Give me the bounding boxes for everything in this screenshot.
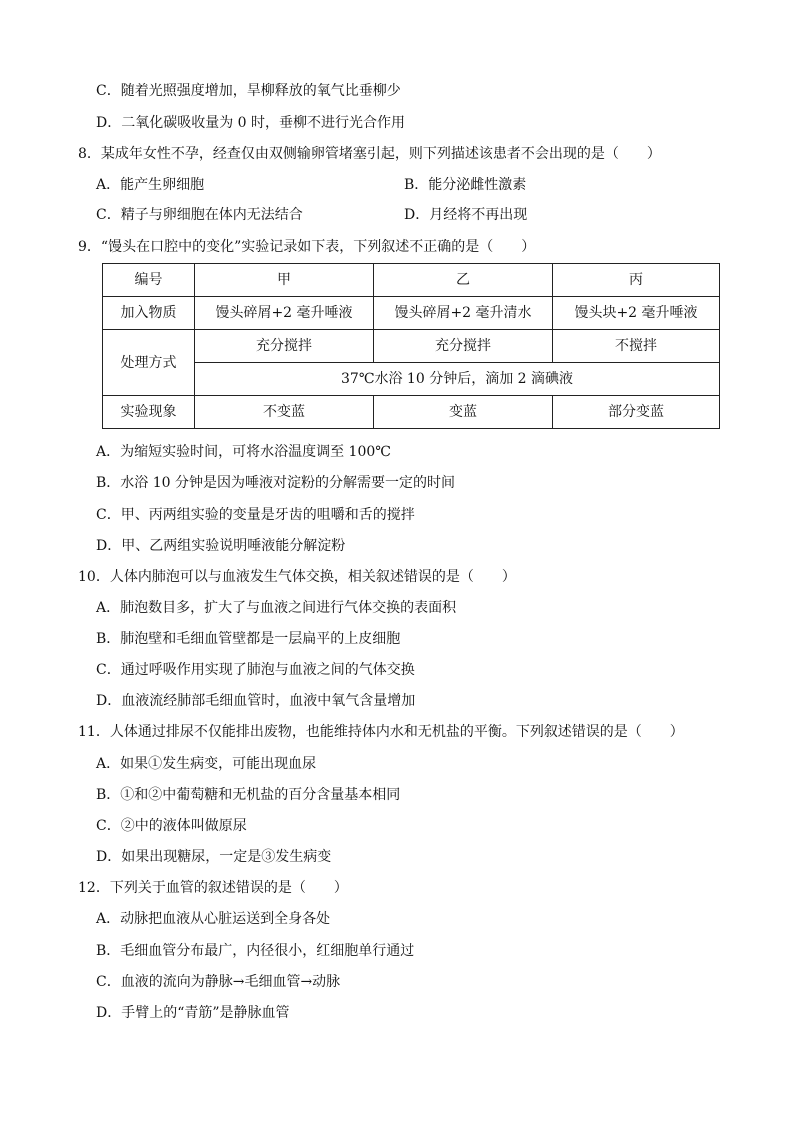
q8-option-b[interactable]: B．能分泌雌性激素 (404, 177, 527, 193)
table-row-process-common (103, 363, 720, 396)
q12-option-c[interactable]: C．血液的流向为静脉→毛细血管→动脉 (96, 974, 341, 990)
q8-option-d[interactable]: D．月经将不再出现 (404, 207, 528, 223)
q8-stem: 8．某成年女性不孕，经查仅由双侧输卵管堵塞引起，则下列描述该患者不会出现的是（ ） (78, 146, 661, 162)
table-header-cell: 甲 (195, 264, 374, 297)
table-row-added (103, 297, 720, 330)
q11-stem: 11．人体通过排尿不仅能排出废物，也能维持体内水和无机盐的平衡。下列叙述错误的是（ ） (78, 724, 684, 740)
table-cell: 馒头块+2 毫升唾液 (553, 297, 720, 330)
q12-option-d[interactable]: D．手臂上的“青筋”是静脉血管 (96, 1005, 290, 1021)
experiment-table (102, 263, 720, 429)
table-header-cell: 丙 (553, 264, 720, 297)
table-cell: 不变蓝 (195, 396, 374, 429)
q12-option-a[interactable]: A．动脉把血液从心脏运送到全身各处 (96, 911, 331, 927)
table-cell: 变蓝 (374, 396, 553, 429)
q9-option-a[interactable]: A．为缩短实验时间，可将水浴温度调至 100℃ (96, 444, 391, 460)
q11-option-d[interactable]: D．如果出现糖尿，一定是③发生病变 (96, 849, 332, 865)
q9-option-c[interactable]: C．甲、丙两组实验的变量是牙齿的咀嚼和舌的搅拌 (96, 507, 415, 523)
q9-option-b[interactable]: B．水浴 10 分钟是因为唾液对淀粉的分解需要一定的时间 (96, 475, 456, 491)
q11-option-c[interactable]: C．②中的液体叫做原尿 (96, 818, 247, 834)
q7-option-d[interactable]: D．二氧化碳吸收量为 0 时，垂柳不进行光合作用 (96, 115, 406, 131)
q10-option-b[interactable]: B．肺泡壁和毛细血管壁都是一层扁平的上皮细胞 (96, 631, 401, 647)
q9-option-d[interactable]: D．甲、乙两组实验说明唾液能分解淀粉 (96, 538, 346, 554)
table-cell: 充分搅拌 (195, 330, 374, 363)
table-header-cell: 乙 (374, 264, 553, 297)
q12-stem: 12．下列关于血管的叙述错误的是（ ） (78, 880, 348, 896)
table-cell: 充分搅拌 (374, 330, 553, 363)
table-row-result (103, 396, 720, 429)
q12-option-b[interactable]: B．毛细血管分布最广，内径很小，红细胞单行通过 (96, 943, 415, 959)
q10-stem: 10．人体内肺泡可以与血液发生气体交换，相关叙述错误的是（ ） (78, 569, 516, 585)
q8-option-c[interactable]: C．精子与卵细胞在体内无法结合 (96, 207, 303, 223)
q10-option-a[interactable]: A．肺泡数目多，扩大了与血液之间进行气体交换的表面积 (96, 600, 457, 616)
table-row-process (103, 330, 720, 363)
q10-option-c[interactable]: C．通过呼吸作用实现了肺泡与血液之间的气体交换 (96, 662, 415, 678)
table-cell-merged: 37℃水浴 10 分钟后，滴加 2 滴碘液 (195, 363, 720, 396)
q7-option-c[interactable]: C．随着光照强度增加，旱柳释放的氧气比垂柳少 (96, 83, 401, 99)
table-header-cell: 编号 (103, 264, 195, 297)
table-cell: 馒头碎屑+2 毫升唾液 (195, 297, 374, 330)
table-row-label: 加入物质 (103, 297, 195, 330)
q8-option-a[interactable]: A．能产生卵细胞 (96, 177, 205, 193)
q11-option-a[interactable]: A．如果①发生病变，可能出现血尿 (96, 756, 317, 772)
table-cell: 部分变蓝 (553, 396, 720, 429)
table-row-label: 处理方式 (103, 330, 195, 396)
q9-stem: 9．“馒头在口腔中的变化”实验记录如下表，下列叙述不正确的是（ ） (78, 239, 536, 255)
table-cell: 不搅拌 (553, 330, 720, 363)
q11-option-b[interactable]: B．①和②中葡萄糖和无机盐的百分含量基本相同 (96, 787, 401, 803)
table-cell: 馒头碎屑+2 毫升清水 (374, 297, 553, 330)
q10-option-d[interactable]: D．血液流经肺部毛细血管时，血液中氧气含量增加 (96, 693, 416, 709)
table-header-row (103, 264, 720, 297)
table-row-label: 实验现象 (103, 396, 195, 429)
